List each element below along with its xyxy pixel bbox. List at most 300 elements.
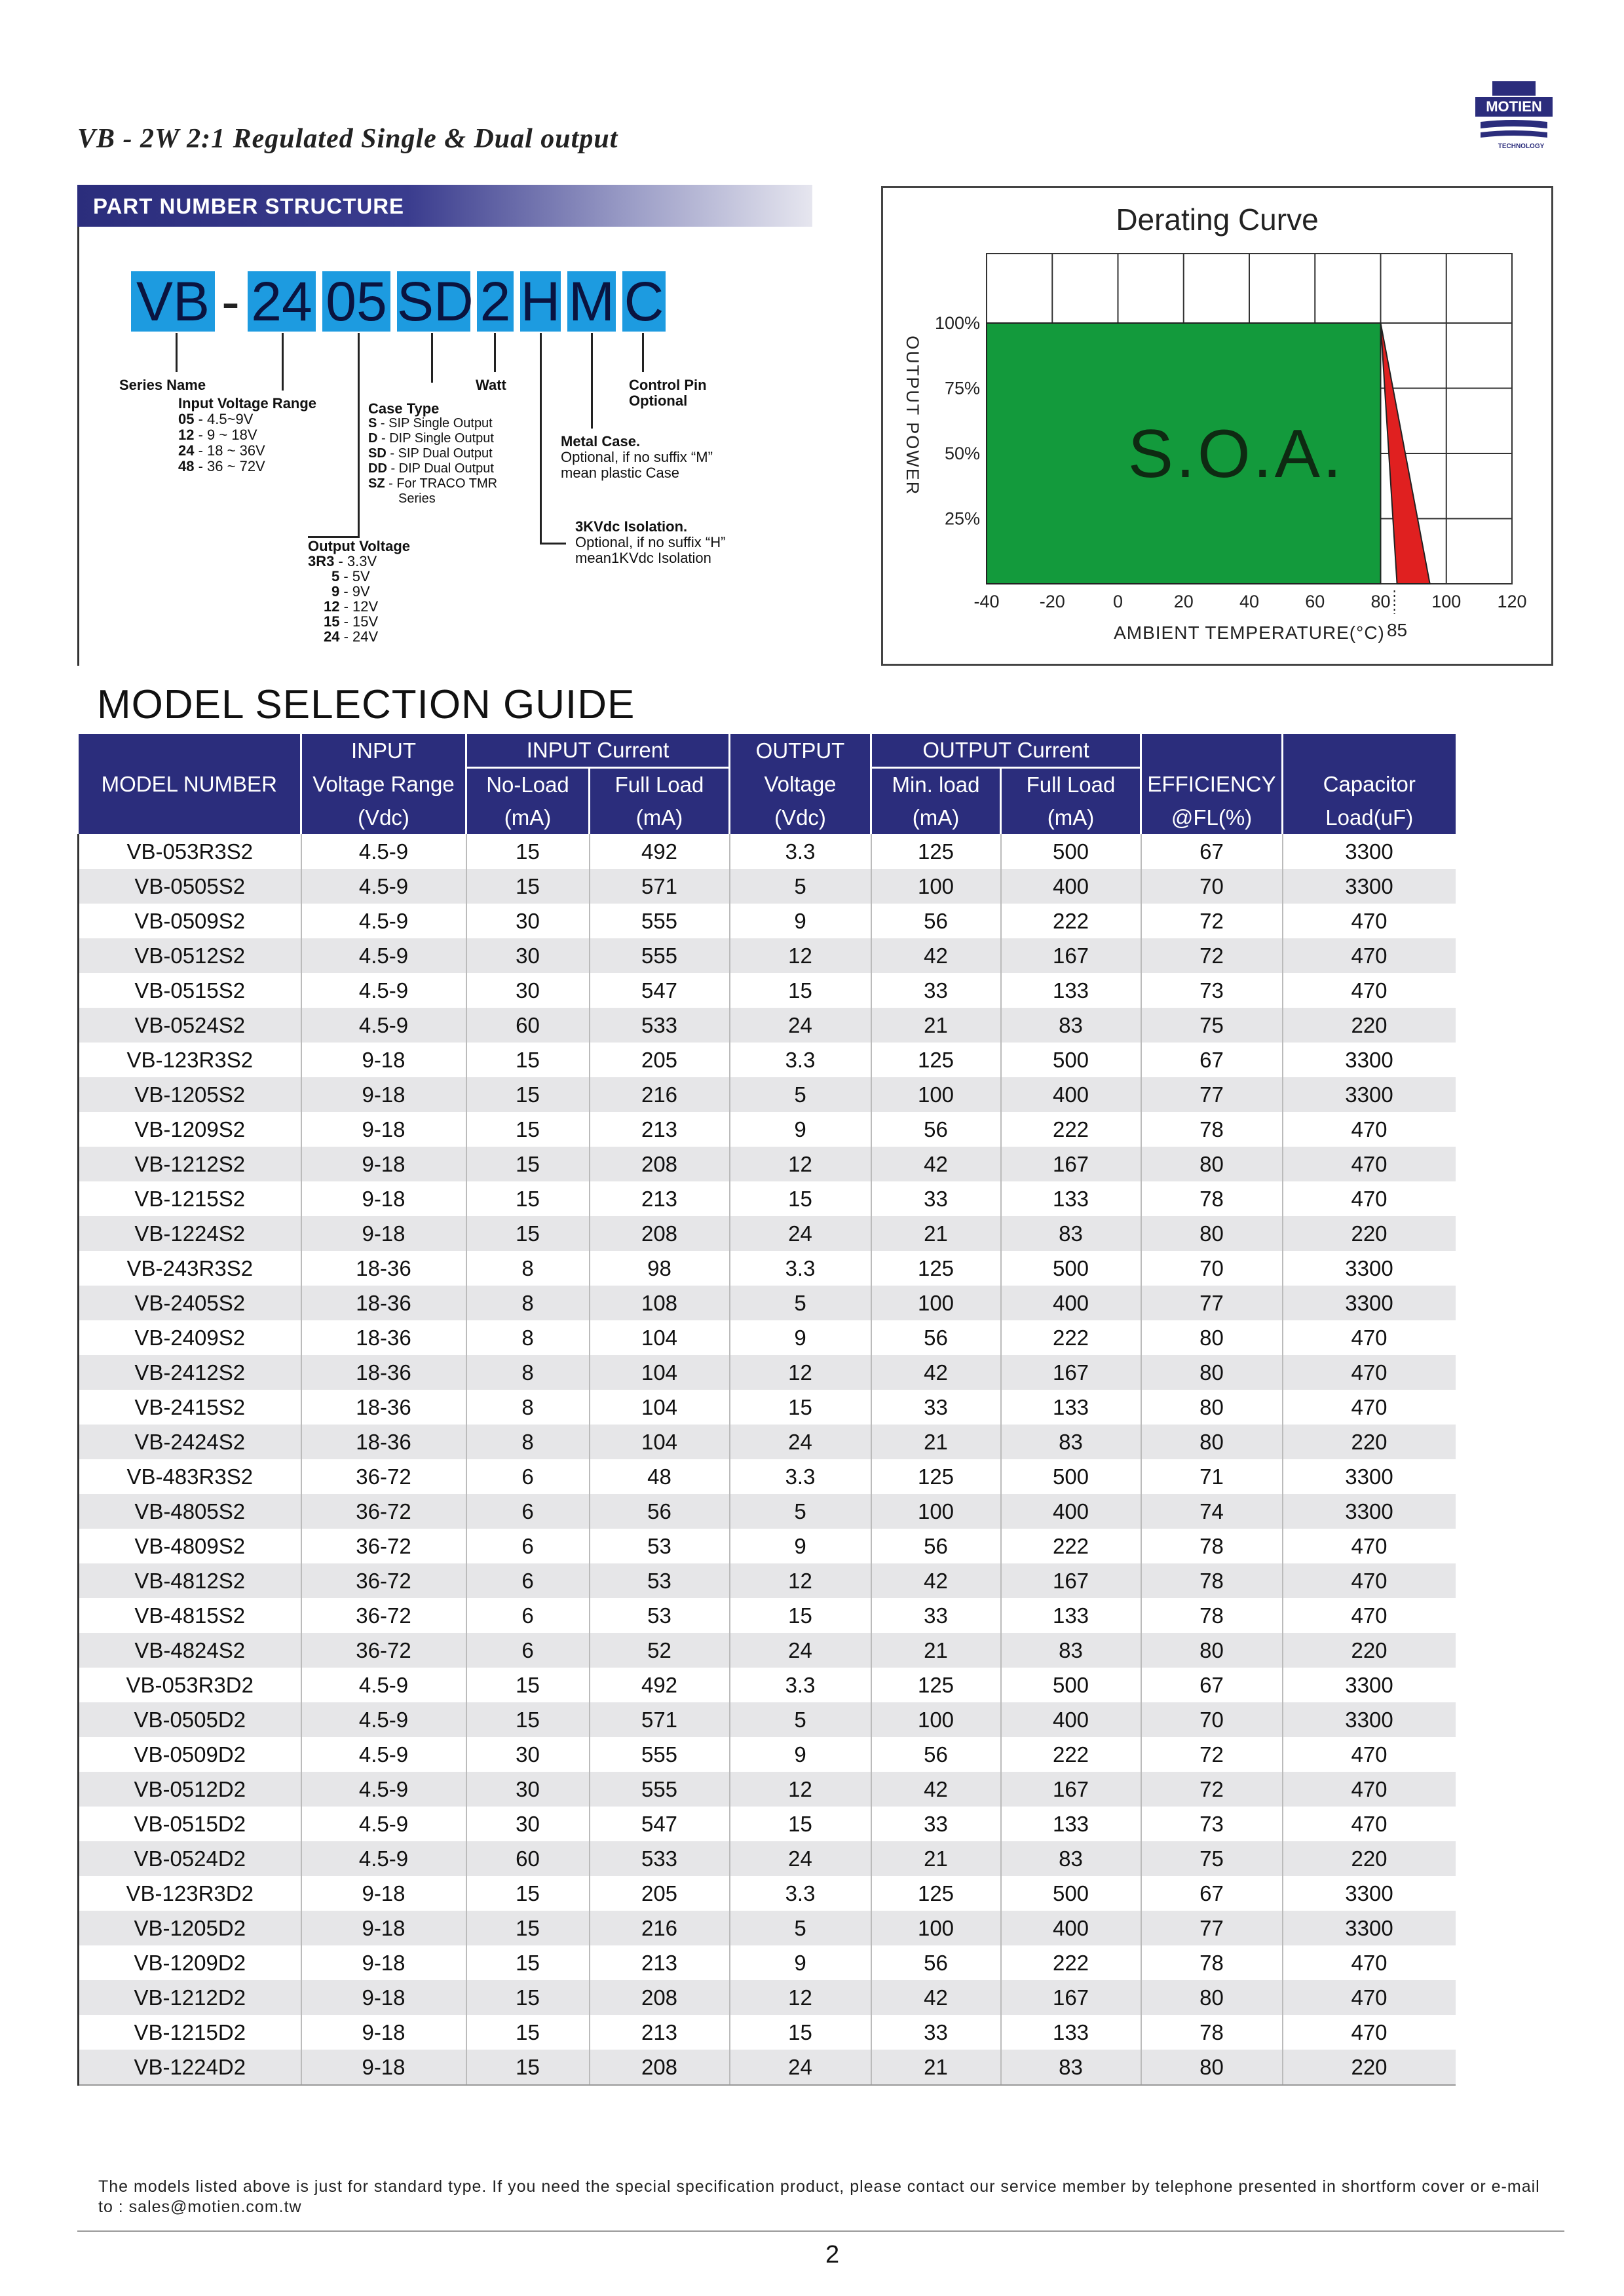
header-ma: (mA) xyxy=(1001,801,1141,834)
table-row xyxy=(79,1945,1456,1980)
header-voltage: Voltage xyxy=(730,768,871,802)
y-axis-label: OUTPUT POWER xyxy=(903,335,922,496)
header-blank xyxy=(1141,734,1283,768)
header-no-load: No-Load xyxy=(466,768,590,802)
cell-no-load: 15 xyxy=(466,1980,590,2015)
cell-efficiency: 72 xyxy=(1141,938,1283,973)
cell-output-voltage: 5 xyxy=(730,1494,871,1529)
leader-line xyxy=(540,333,542,544)
cell-full-load-current: 167 xyxy=(1001,1355,1141,1390)
cell-full-load-current: 500 xyxy=(1001,1251,1141,1286)
cell-efficiency: 70 xyxy=(1141,1702,1283,1737)
cell-min-load: 125 xyxy=(871,834,1001,869)
cell-model: VB-053R3D2 xyxy=(79,1668,301,1702)
cell-efficiency: 72 xyxy=(1141,1737,1283,1772)
cell-min-load: 125 xyxy=(871,1876,1001,1911)
cell-output-voltage: 24 xyxy=(730,1841,871,1876)
cell-full-load: 56 xyxy=(590,1494,730,1529)
table-row xyxy=(79,1668,1456,1702)
cell-voltage-range: 4.5-9 xyxy=(301,904,466,938)
cell-output-voltage: 9 xyxy=(730,1529,871,1563)
header-voltage-range: Voltage Range xyxy=(301,768,466,802)
cell-efficiency: 80 xyxy=(1141,1633,1283,1668)
cell-min-load: 42 xyxy=(871,938,1001,973)
cell-output-voltage: 24 xyxy=(730,1425,871,1459)
header-input: INPUT xyxy=(301,734,466,768)
cell-full-load-current: 167 xyxy=(1001,938,1141,973)
cell-model: VB-0509S2 xyxy=(79,904,301,938)
table-row xyxy=(79,1737,1456,1772)
leader-line xyxy=(282,333,284,391)
header-ma: (mA) xyxy=(871,801,1001,834)
cell-full-load-current: 83 xyxy=(1001,2050,1141,2085)
y-tick-label: 25% xyxy=(944,508,980,529)
cell-model: VB-1215S2 xyxy=(79,1181,301,1216)
x-tick-label: 20 xyxy=(1173,592,1194,611)
cell-capacitor: 470 xyxy=(1351,1603,1388,1628)
cell-min-load: 21 xyxy=(871,1008,1001,1043)
cell-full-load: 547 xyxy=(590,973,730,1008)
cell-voltage-range: 4.5-9 xyxy=(301,938,466,973)
leader-line xyxy=(642,333,644,372)
cell-capacitor: 470 xyxy=(1283,1563,1456,1598)
cell-output-voltage: 15 xyxy=(730,1390,871,1425)
cell-capacitor: 470 xyxy=(1351,1742,1388,1767)
annotation-85: 85 xyxy=(1386,620,1408,640)
table-row xyxy=(79,1390,1456,1425)
cell-full-load: 208 xyxy=(590,1216,730,1251)
cell-no-load: 30 xyxy=(466,1807,590,1841)
code-separator: - xyxy=(221,271,240,332)
table-row xyxy=(79,1043,1456,1077)
cell-capacitor: 470 xyxy=(1351,1325,1388,1350)
code-watt: 2 xyxy=(477,271,514,332)
cell-efficiency: 67 xyxy=(1141,834,1283,869)
leader-line xyxy=(494,333,496,372)
cell-full-load: 205 xyxy=(590,1043,730,1077)
header-ma: (mA) xyxy=(590,801,730,834)
table-row xyxy=(79,2050,1456,2085)
cell-full-load: 108 xyxy=(590,1286,730,1320)
cell-min-load: 100 xyxy=(871,1077,1001,1112)
cell-voltage-range: 36-72 xyxy=(301,1563,466,1598)
cell-model: VB-1215D2 xyxy=(79,2015,301,2050)
cell-model: VB-2412S2 xyxy=(79,1355,301,1390)
cell-model: VB-0509D2 xyxy=(79,1737,301,1772)
cell-min-load: 125 xyxy=(871,1668,1001,1702)
cell-capacitor: 220 xyxy=(1283,1425,1456,1459)
cell-efficiency: 80 xyxy=(1141,1216,1283,1251)
cell-voltage-range: 18-36 xyxy=(301,1425,466,1459)
cell-min-load: 42 xyxy=(871,1980,1001,2015)
cell-full-load: 104 xyxy=(590,1355,730,1390)
cell-output-voltage: 12 xyxy=(730,1772,871,1807)
header-capacitor: Capacitor xyxy=(1283,768,1456,802)
footnote: The models listed above is just for standard type. If you need the special specification product, please contact our service member by telephone presented in shortform cover or e-mail to : sales@motien.com.tw xyxy=(98,2177,1540,2216)
cell-voltage-range: 18-36 xyxy=(301,1320,466,1355)
table-row xyxy=(79,1980,1456,2015)
cell-full-load-current: 133 xyxy=(1001,2015,1141,2050)
table-row xyxy=(79,1355,1456,1390)
cell-full-load: 53 xyxy=(590,1563,730,1598)
cell-model: VB-0524S2 xyxy=(79,1008,301,1043)
cell-full-load-current: 222 xyxy=(1001,904,1141,938)
cell-no-load: 6 xyxy=(466,1633,590,1668)
cell-capacitor: 470 xyxy=(1351,1186,1388,1211)
cell-efficiency: 78 xyxy=(1141,1945,1283,1980)
table-row xyxy=(79,1529,1456,1563)
cell-output-voltage: 3.3 xyxy=(730,1668,871,1702)
table-row xyxy=(79,1112,1456,1147)
cell-output-voltage: 5 xyxy=(730,1077,871,1112)
cell-efficiency: 78 xyxy=(1141,1563,1283,1598)
cell-full-load: 53 xyxy=(590,1529,730,1563)
cell-voltage-range: 9-18 xyxy=(301,1147,466,1181)
cell-full-load: 492 xyxy=(590,834,730,869)
cell-efficiency: 80 xyxy=(1141,1390,1283,1425)
cell-voltage-range: 36-72 xyxy=(301,1494,466,1529)
cell-capacitor: 220 xyxy=(1283,2050,1456,2085)
cell-min-load: 100 xyxy=(871,1702,1001,1737)
cell-capacitor: 470 xyxy=(1351,1950,1388,1975)
cell-full-load-current: 83 xyxy=(1001,1008,1141,1043)
cell-model: VB-2424S2 xyxy=(79,1425,301,1459)
page-number: 2 xyxy=(825,2241,840,2268)
cell-full-load-current: 222 xyxy=(1001,1529,1141,1563)
cell-no-load: 15 xyxy=(466,1181,590,1216)
cell-full-load-current: 500 xyxy=(1001,1459,1141,1494)
cell-output-voltage: 15 xyxy=(730,2015,871,2050)
cell-efficiency: 67 xyxy=(1141,1668,1283,1702)
cell-output-voltage: 15 xyxy=(730,973,871,1008)
table-row xyxy=(79,1807,1456,1841)
cell-full-load-current: 83 xyxy=(1001,1425,1141,1459)
leader-line xyxy=(358,333,360,537)
cell-model: VB-0515D2 xyxy=(79,1807,301,1841)
cell-no-load: 8 xyxy=(466,1425,590,1459)
cell-voltage-range: 9-18 xyxy=(301,1216,466,1251)
cell-model: VB-483R3S2 xyxy=(79,1459,301,1494)
header-ma: (mA) xyxy=(466,801,590,834)
cell-full-load: 555 xyxy=(590,1772,730,1807)
header-fl: @FL(%) xyxy=(1141,801,1283,834)
cell-full-load-current: 83 xyxy=(1001,1841,1141,1876)
header-vdc: (Vdc) xyxy=(301,801,466,834)
cell-full-load: 555 xyxy=(590,904,730,938)
cell-model: VB-0512S2 xyxy=(79,938,301,973)
cell-full-load-current: 167 xyxy=(1001,1980,1141,2015)
cell-voltage-range: 9-18 xyxy=(301,2050,466,2085)
cell-full-load: 98 xyxy=(590,1251,730,1286)
cell-min-load: 33 xyxy=(871,1807,1001,1841)
x-tick-label: 100 xyxy=(1431,592,1462,611)
cell-voltage-range: 9-18 xyxy=(301,2015,466,2050)
cell-output-voltage: 12 xyxy=(730,1563,871,1598)
cell-output-voltage: 9 xyxy=(730,1737,871,1772)
header-input-current: INPUT Current xyxy=(466,734,730,768)
document-title: VB - 2W 2:1 Regulated Single & Dual output xyxy=(77,124,618,154)
cell-efficiency: 78 xyxy=(1141,1598,1283,1633)
cell-model: VB-4805S2 xyxy=(79,1494,301,1529)
cell-model: VB-0524D2 xyxy=(79,1841,301,1876)
cell-no-load: 15 xyxy=(466,1112,590,1147)
cell-full-load-current: 222 xyxy=(1001,1945,1141,1980)
cell-efficiency: 72 xyxy=(1141,1772,1283,1807)
cell-efficiency: 80 xyxy=(1141,1147,1283,1181)
cell-model: VB-0512D2 xyxy=(79,1772,301,1807)
cell-full-load: 533 xyxy=(590,1841,730,1876)
cell-min-load: 100 xyxy=(871,1911,1001,1945)
cell-model: VB-0505D2 xyxy=(79,1702,301,1737)
cell-model: VB-123R3D2 xyxy=(79,1876,301,1911)
cell-voltage-range: 4.5-9 xyxy=(301,1772,466,1807)
cell-full-load: 571 xyxy=(590,1702,730,1737)
cell-min-load: 56 xyxy=(871,1737,1001,1772)
model-table xyxy=(77,734,1456,2086)
cell-no-load: 8 xyxy=(466,1390,590,1425)
header-full-load-out: Full Load xyxy=(1001,768,1141,802)
cell-min-load: 42 xyxy=(871,1772,1001,1807)
cell-output-voltage: 9 xyxy=(730,1112,871,1147)
motien-logo xyxy=(1474,80,1554,152)
cell-voltage-range: 9-18 xyxy=(301,1181,466,1216)
cell-output-voltage: 12 xyxy=(730,1980,871,2015)
cell-model: VB-4824S2 xyxy=(79,1633,301,1668)
cell-model: VB-1209S2 xyxy=(79,1112,301,1147)
cell-capacitor: 3300 xyxy=(1283,1494,1456,1529)
cell-no-load: 15 xyxy=(466,1147,590,1181)
table-row xyxy=(79,1181,1456,1216)
cell-full-load: 52 xyxy=(590,1633,730,1668)
cell-voltage-range: 36-72 xyxy=(301,1598,466,1633)
header-efficiency: EFFICIENCY xyxy=(1141,768,1283,802)
cell-full-load: 555 xyxy=(590,1737,730,1772)
cell-no-load: 6 xyxy=(466,1529,590,1563)
cell-voltage-range: 18-36 xyxy=(301,1355,466,1390)
cell-full-load: 208 xyxy=(590,1147,730,1181)
table-header xyxy=(79,734,1456,834)
cell-full-load-current: 133 xyxy=(1001,1598,1141,1633)
cell-model: VB-4812S2 xyxy=(79,1563,301,1598)
cell-model: VB-1205D2 xyxy=(79,1911,301,1945)
cell-full-load: 492 xyxy=(590,1668,730,1702)
code-isolation: H xyxy=(520,271,561,332)
cell-capacitor: 470 xyxy=(1351,1811,1388,1836)
cell-efficiency: 80 xyxy=(1141,1320,1283,1355)
cell-model: VB-1212D2 xyxy=(79,1980,301,2015)
cell-voltage-range: 36-72 xyxy=(301,1633,466,1668)
cell-no-load: 15 xyxy=(466,1216,590,1251)
cell-capacitor: 470 xyxy=(1351,978,1388,1003)
cell-capacitor: 470 xyxy=(1351,2019,1388,2044)
table-row xyxy=(79,1077,1456,1112)
cell-voltage-range: 9-18 xyxy=(301,1980,466,2015)
table-row xyxy=(79,1008,1456,1043)
cell-output-voltage: 5 xyxy=(730,869,871,904)
cell-voltage-range: 4.5-9 xyxy=(301,834,466,869)
cell-no-load: 15 xyxy=(466,1668,590,1702)
cell-full-load: 104 xyxy=(590,1390,730,1425)
header-blank xyxy=(1283,734,1456,768)
cell-min-load: 56 xyxy=(871,904,1001,938)
table-row xyxy=(79,1911,1456,1945)
header-min-load: Min. load xyxy=(871,768,1001,802)
code-control-pin: C xyxy=(622,271,666,332)
cell-capacitor: 3300 xyxy=(1345,1255,1393,1280)
cell-full-load-current: 400 xyxy=(1001,869,1141,904)
cell-full-load-current: 167 xyxy=(1001,1563,1141,1598)
table-row xyxy=(79,1876,1456,1911)
cell-full-load: 208 xyxy=(590,1980,730,2015)
cell-voltage-range: 36-72 xyxy=(301,1529,466,1563)
cell-min-load: 100 xyxy=(871,1286,1001,1320)
cell-full-load: 104 xyxy=(590,1425,730,1459)
cell-capacitor: 470 xyxy=(1283,1147,1456,1181)
table-row xyxy=(79,1598,1456,1633)
metal-case-note: Metal Case. Optional, if no suffix “M” mean plastic Case xyxy=(561,433,713,481)
cell-full-load: 104 xyxy=(590,1320,730,1355)
cell-min-load: 21 xyxy=(871,2050,1001,2085)
cell-full-load-current: 167 xyxy=(1001,1147,1141,1181)
code-output-voltage: 05 xyxy=(322,271,390,332)
cell-no-load: 8 xyxy=(466,1355,590,1390)
cell-full-load: 213 xyxy=(590,2015,730,2050)
x-tick-label: 80 xyxy=(1370,592,1391,611)
cell-min-load: 42 xyxy=(871,1355,1001,1390)
footer-divider xyxy=(77,2230,1564,2232)
cell-no-load: 30 xyxy=(466,973,590,1008)
header-vdc: (Vdc) xyxy=(730,801,871,834)
cell-efficiency: 78 xyxy=(1141,2015,1283,2050)
cell-no-load: 15 xyxy=(466,1876,590,1911)
cell-capacitor: 470 xyxy=(1283,1355,1456,1390)
part-number-structure-header xyxy=(77,185,812,227)
cell-model: VB-0515S2 xyxy=(79,973,301,1008)
derating-chart-svg xyxy=(883,188,1551,664)
cell-no-load: 8 xyxy=(466,1320,590,1355)
cell-min-load: 33 xyxy=(871,1390,1001,1425)
cell-full-load-current: 400 xyxy=(1001,1911,1141,1945)
cell-efficiency: 80 xyxy=(1141,2050,1283,2085)
leader-line xyxy=(591,333,593,429)
cell-full-load: 213 xyxy=(590,1945,730,1980)
cell-no-load: 30 xyxy=(466,1772,590,1807)
cell-capacitor: 3300 xyxy=(1345,1881,1393,1905)
watt-label: Watt xyxy=(476,377,506,393)
cell-full-load-current: 83 xyxy=(1001,1633,1141,1668)
cell-output-voltage: 3.3 xyxy=(730,1876,871,1911)
leader-line xyxy=(540,543,566,545)
header-full-load: Full Load xyxy=(590,768,730,802)
cell-voltage-range: 9-18 xyxy=(301,1876,466,1911)
table-row xyxy=(79,1425,1456,1459)
cell-capacitor: 3300 xyxy=(1283,1077,1456,1112)
cell-no-load: 15 xyxy=(466,834,590,869)
cell-capacitor: 470 xyxy=(1283,938,1456,973)
cell-output-voltage: 24 xyxy=(730,1633,871,1668)
cell-full-load-current: 400 xyxy=(1001,1494,1141,1529)
cell-full-load-current: 133 xyxy=(1001,973,1141,1008)
cell-model: VB-053R3S2 xyxy=(79,834,301,869)
cell-capacitor: 470 xyxy=(1351,908,1388,933)
cell-capacitor: 220 xyxy=(1283,1841,1456,1876)
cell-no-load: 15 xyxy=(466,2050,590,2085)
cell-no-load: 15 xyxy=(466,1945,590,1980)
cell-model: VB-4809S2 xyxy=(79,1529,301,1563)
cell-min-load: 56 xyxy=(871,1529,1001,1563)
cell-full-load: 48 xyxy=(590,1459,730,1494)
cell-capacitor: 470 xyxy=(1283,1772,1456,1807)
cell-full-load: 555 xyxy=(590,938,730,973)
cell-voltage-range: 4.5-9 xyxy=(301,973,466,1008)
cell-efficiency: 80 xyxy=(1141,1425,1283,1459)
cell-efficiency: 67 xyxy=(1141,1043,1283,1077)
cell-full-load-current: 400 xyxy=(1001,1702,1141,1737)
cell-model: VB-1209D2 xyxy=(79,1945,301,1980)
x-tick-label: 120 xyxy=(1497,592,1527,611)
cell-no-load: 6 xyxy=(466,1494,590,1529)
header-load-uf: Load(uF) xyxy=(1283,801,1456,834)
cell-min-load: 21 xyxy=(871,1633,1001,1668)
cell-capacitor: 470 xyxy=(1351,1117,1388,1141)
cell-full-load-current: 400 xyxy=(1001,1077,1141,1112)
table-row xyxy=(79,938,1456,973)
cell-voltage-range: 9-18 xyxy=(301,1911,466,1945)
cell-output-voltage: 3.3 xyxy=(730,834,871,869)
cell-model: VB-243R3S2 xyxy=(79,1251,301,1286)
code-series: VB xyxy=(131,271,215,332)
derating-chart xyxy=(881,186,1553,666)
cell-model: VB-2405S2 xyxy=(79,1286,301,1320)
cell-capacitor: 470 xyxy=(1283,1980,1456,2015)
table-row xyxy=(79,1633,1456,1668)
cell-voltage-range: 4.5-9 xyxy=(301,1008,466,1043)
cell-no-load: 15 xyxy=(466,1702,590,1737)
cell-output-voltage: 5 xyxy=(730,1286,871,1320)
cell-voltage-range: 36-72 xyxy=(301,1459,466,1494)
x-tick-label: -40 xyxy=(973,592,1000,611)
cell-voltage-range: 18-36 xyxy=(301,1251,466,1286)
cell-full-load: 53 xyxy=(590,1598,730,1633)
cell-efficiency: 75 xyxy=(1141,1008,1283,1043)
cell-no-load: 8 xyxy=(466,1286,590,1320)
cell-full-load: 571 xyxy=(590,869,730,904)
cell-voltage-range: 4.5-9 xyxy=(301,869,466,904)
table-row xyxy=(79,1494,1456,1529)
table-row xyxy=(79,973,1456,1008)
cell-full-load-current: 167 xyxy=(1001,1772,1141,1807)
cell-capacitor: 3300 xyxy=(1283,869,1456,904)
cell-capacitor: 470 xyxy=(1351,1533,1388,1558)
cell-min-load: 100 xyxy=(871,869,1001,904)
cell-output-voltage: 3.3 xyxy=(730,1251,871,1286)
cell-min-load: 21 xyxy=(871,1425,1001,1459)
y-tick-label: 50% xyxy=(944,444,980,463)
series-name-label: Series Name xyxy=(119,377,206,393)
cell-efficiency: 71 xyxy=(1141,1459,1283,1494)
cell-capacitor: 3300 xyxy=(1283,1286,1456,1320)
cell-full-load-current: 133 xyxy=(1001,1181,1141,1216)
cell-no-load: 60 xyxy=(466,1841,590,1876)
cell-min-load: 33 xyxy=(871,1598,1001,1633)
cell-no-load: 15 xyxy=(466,869,590,904)
logo-text: MOTIEN xyxy=(1486,98,1542,115)
cell-full-load: 547 xyxy=(590,1807,730,1841)
cell-voltage-range: 18-36 xyxy=(301,1286,466,1320)
cell-capacitor: 3300 xyxy=(1345,1047,1393,1072)
table-row xyxy=(79,1320,1456,1355)
cell-output-voltage: 5 xyxy=(730,1911,871,1945)
